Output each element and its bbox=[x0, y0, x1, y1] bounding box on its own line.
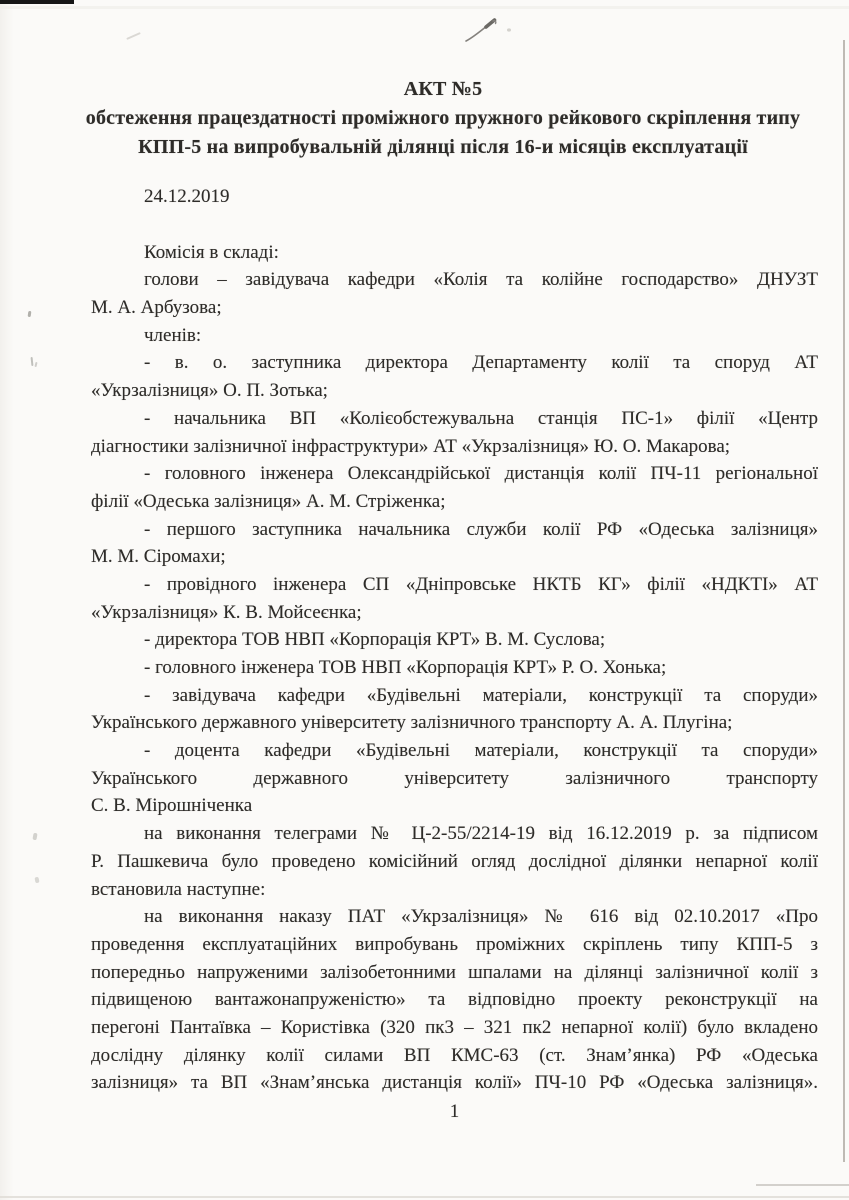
text-line: Українського державного університету залізничного транспорту А. А. Плугіна; bbox=[91, 712, 733, 734]
text-line: на виконання наказу ПАТ «Укрзалізниця» № 616 від 02.10.2017 «Про bbox=[144, 906, 818, 928]
document-body bbox=[91, 239, 818, 1097]
document-date: 24.12.2019 bbox=[144, 186, 230, 207]
text-line: М. М. Сіромахи; bbox=[91, 546, 226, 568]
document-content bbox=[91, 183, 818, 1126]
text-line: - головного інженера Олександрійської дистанція колії ПЧ-11 регіональної bbox=[144, 463, 818, 485]
text-line: підвищеною вантажонапруженістю» та відповідно проекту реконструкції на bbox=[91, 989, 818, 1011]
text-line: М. А. Арбузова; bbox=[91, 297, 222, 319]
text-line: на виконання телеграми № Ц-2-55/2214-19 від 16.12.2019 р. за підписом bbox=[144, 823, 818, 845]
text-line: Комісія в складі: bbox=[144, 241, 279, 263]
text-line: С. В. Мірошніченка bbox=[91, 795, 253, 817]
scan-speck bbox=[32, 833, 37, 841]
text-line: - першого заступника начальника служби колії РФ «Одеська залізниця» bbox=[144, 518, 818, 540]
scan-edge-line-bottom-right bbox=[756, 1184, 849, 1186]
text-line: - головного інженера ТОВ НВП «Корпорація КРТ» Р. О. Хонька; bbox=[144, 657, 667, 679]
scan-edge-bar bbox=[0, 0, 74, 4]
scan-speck bbox=[28, 311, 32, 317]
scan-speck bbox=[34, 362, 37, 367]
text-line: членів: bbox=[144, 324, 202, 346]
text-line: - провідного інженера СП «Дніпровське НКТБ КГ» філії «НДКТІ» АТ bbox=[144, 573, 818, 595]
text-line: залізниця» та ВП «Знам’янська дистанція колії» ПЧ-10 РФ «Одеська залізниця». bbox=[91, 1072, 818, 1094]
text-line: Українського державного університету залізничного транспорту bbox=[91, 767, 818, 789]
scan-edge-shade-left bbox=[0, 0, 14, 1200]
text-line: дослідну ділянку колії силами ВП КМС-63 (ст. Знам’янка) РФ «Одеська bbox=[91, 1044, 818, 1066]
scan-speck bbox=[31, 357, 34, 366]
text-line: встановила наступне: bbox=[91, 878, 266, 900]
text-line: попередньо напруженими залізобетонними шпалами на ділянці залізничної колії з bbox=[91, 961, 818, 983]
text-line: - в. о. заступника директора Департаменту колії та споруд АТ bbox=[144, 352, 818, 374]
text-line: «Укрзалізниця» О. П. Зотька; bbox=[91, 380, 328, 402]
text-line: - завідувача кафедри «Будівельні матеріали, конструкції та споруди» bbox=[144, 684, 818, 706]
document-title bbox=[66, 75, 820, 162]
scan-edge-line-bottom bbox=[0, 1196, 849, 1198]
scan-edge-line-right bbox=[843, 40, 845, 1162]
scan-edge-shade-top bbox=[0, 6, 849, 9]
title-line-subject-1: обстеження працездатності проміжного пружного рейкового скріплення типу bbox=[85, 107, 801, 129]
text-line: «Укрзалізниця» К. В. Мойсеєнка; bbox=[91, 601, 362, 623]
scan-streak bbox=[126, 32, 141, 40]
text-line: Р. Пашкевича було проведено комісійний огляд дослідної ділянки непарної колії bbox=[91, 850, 818, 872]
text-line: проведення експлуатаційних випробувань проміжних скріплень типу КПП-5 з bbox=[91, 933, 818, 955]
text-line: голови – завідувача кафедри «Колія та колійне господарство» ДНУЗТ bbox=[144, 269, 818, 291]
text-line: - директора ТОВ НВП «Корпорація КРТ» В. М. Суслова; bbox=[144, 629, 606, 651]
title-line-subject-2: КПП-5 на випробувальній ділянці після 16-и місяців експлуатації bbox=[138, 136, 748, 158]
title-line-act-number: АКТ №5 bbox=[403, 78, 483, 100]
pen-mark-icon bbox=[462, 16, 522, 51]
text-line: - начальника ВП «Колієобстежувальна станція ПС-1» філії «Центр bbox=[144, 407, 818, 429]
scan-speck bbox=[34, 877, 39, 884]
text-line: перегоні Пантаївка – Користівка (320 пк3 – 321 пк2 непарної колії) було вкладено bbox=[91, 1016, 818, 1038]
text-line: діагностики залізничної інфраструктури» АТ «Укрзалізниця» Ю. О. Макарова; bbox=[91, 435, 731, 457]
page-number: 1 bbox=[449, 1101, 460, 1123]
text-line: - доцента кафедри «Будівельні матеріали, конструкції та споруди» bbox=[144, 740, 818, 762]
text-line: філії «Одеська залізниця» А. М. Стріженка; bbox=[91, 490, 446, 512]
